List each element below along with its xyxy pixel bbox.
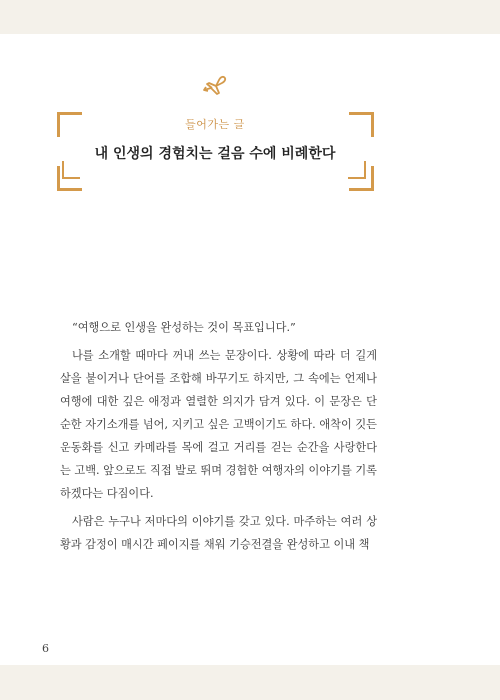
- frame-corner-bottom-left-inner: [62, 161, 80, 179]
- paragraph: 사람은 누구나 저마다의 이야기를 갖고 있다. 마주하는 여러 상황과 감정이 매시간 페이지를 채워 기승전결을 완성하고 이내 책: [60, 515, 377, 551]
- body-text: [60, 316, 377, 561]
- frame-corner-top-left: [57, 112, 82, 137]
- chapter-subtitle: 들어가는 글: [185, 118, 245, 131]
- chapter-title: 내 인생의 경험치는 걸음 수에 비례한다: [94, 146, 336, 162]
- paragraph: “여행으로 인생을 완성하는 것이 목표입니다.”: [72, 321, 296, 334]
- page-number: 6: [42, 642, 49, 655]
- paragraph: 나를 소개할 때마다 꺼내 쓰는 문장이다. 상황에 따라 더 길게 살을 붙이거나 단어를 조합해 바꾸기도 하지만, 그 속에는 언제나 여행에 대한 깊은 애정과 열렬한 의지가 담겨 있다. 이 문장은 단순한 자기소개를 넘어, 지키고 싶은 고백이기도 하다. 애착이 깃든 운동화를 신고 카메라를 목에 걸고 거리를 걷는 순간을 사랑한다는 고백. 앞으로도 직접 발로 뛰며 경험한 여행자의 이야기를 기록하겠다는 다짐이다.: [60, 349, 377, 500]
- airplane-icon: [200, 70, 230, 100]
- frame-corner-bottom-right-inner: [348, 161, 366, 179]
- frame-corner-top-right: [349, 112, 374, 137]
